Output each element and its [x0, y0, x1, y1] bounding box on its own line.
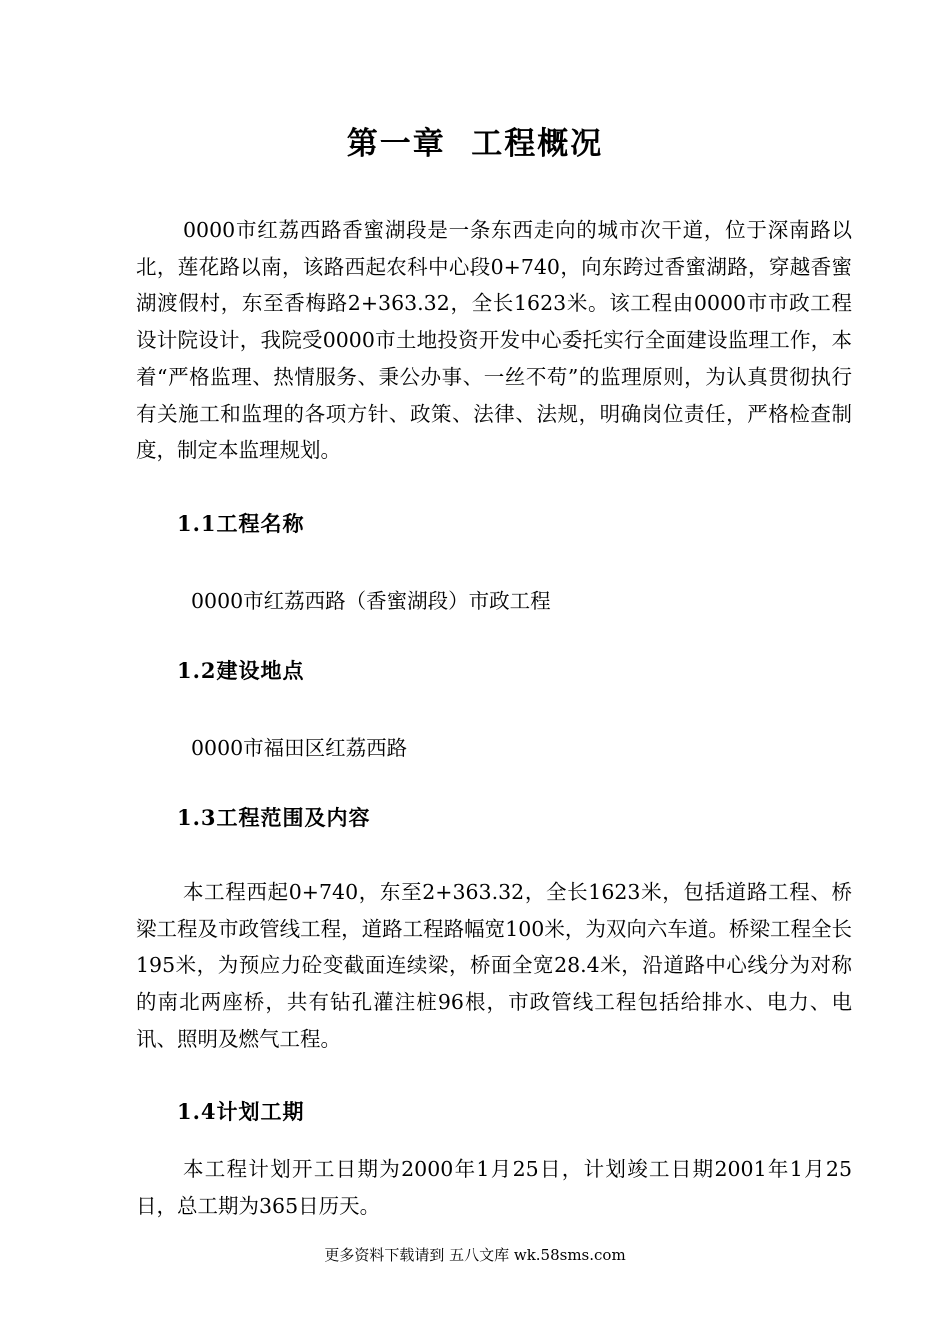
section-heading-scope: 1.3工程范围及内容 [177, 805, 371, 830]
section-heading-location: 1.2建设地点 [177, 658, 305, 683]
footer-text: 更多资料下载请到 五八文库 wk.58sms.com [324, 1246, 626, 1264]
section-heading-schedule: 1.4计划工期 [177, 1099, 305, 1124]
section-body-scope: 本工程西起0+740，东至2+363.32，全长1623米，包括道路工程、桥梁工程及市政管线工程，道路工程路幅宽100米，为双向六车道。桥梁工程全长195米，为预应力砼变截面连续梁，桥面全宽28.4米，沿道路中心线分为对称的南北两座桥，共有钻孔灌注桩96根，市政管线工程包括给排水、电力、电讯、照明及燃气工程。 [136, 880, 852, 1051]
section-body-project-name: 0000市红荔西路（香蜜湖段）市政工程 [191, 589, 551, 613]
intro-paragraph: 0000市红荔西路香蜜湖段是一条东西走向的城市次干道，位于深南路以北，莲花路以南，该路西起农科中心段0+740，向东跨过香蜜湖路，穿越香蜜湖渡假村，东至香梅路2+363.32，全长1623米。该工程由0000市市政工程设计院设计，我院受0000市土地投资开发中心委托实行全面建设监理工作，本着“严格监理、热情服务、秉公办事、一丝不苟”的监理原则，为认真贯彻执行有关施工和监理的各项方针、政策、法律、法规，明确岗位责任，严格检查制度，制定本监理规划。 [136, 218, 852, 463]
section-body-location: 0000市福田区红荔西路 [191, 736, 408, 760]
section-body-schedule: 本工程计划开工日期为2000年1月25日，计划竣工日期2001年1月25日，总工期为365日历天。 [136, 1157, 852, 1218]
section-heading-project-name: 1.1工程名称 [177, 511, 305, 536]
chapter-title: 第一章 工程概况 [346, 126, 604, 162]
